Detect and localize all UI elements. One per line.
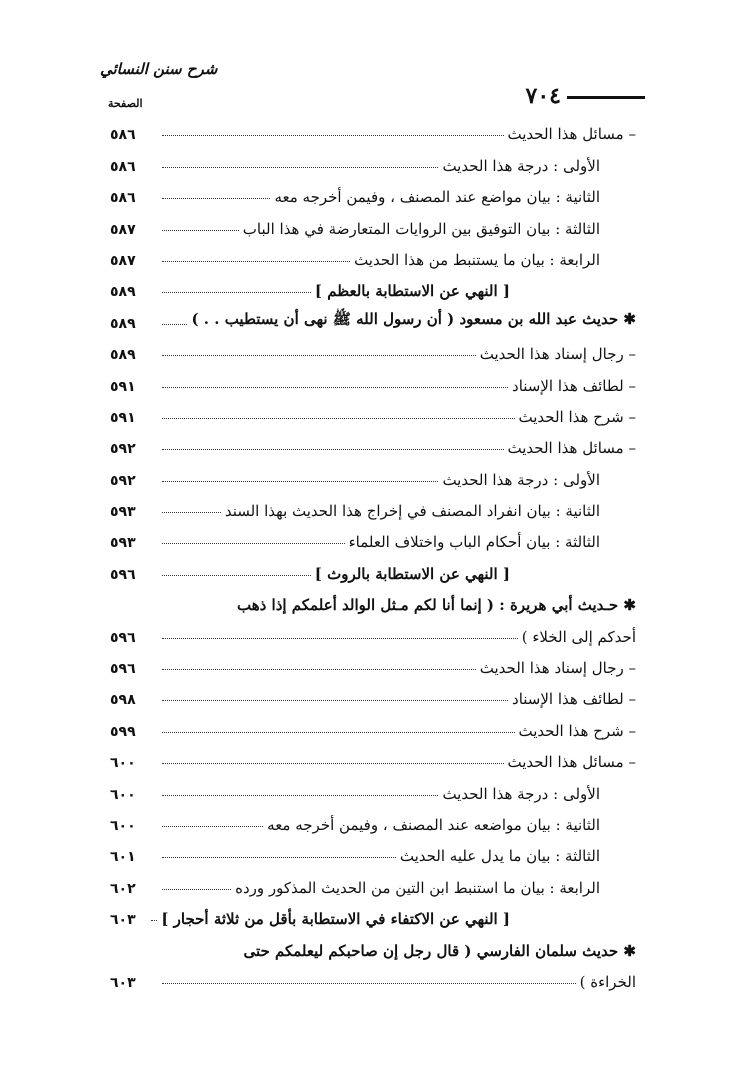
toc-entry-title: الثالثة : بيان التوفيق بين الروايات المتعارضة في هذا الباب (242, 219, 600, 238)
running-title: شرح سنن النسائي (100, 60, 218, 78)
toc-entry-page: ٥٨٦ (110, 158, 136, 175)
toc-entry (110, 395, 640, 426)
toc-entry-page: ٥٩١ (110, 409, 136, 426)
dot-leader (162, 167, 438, 168)
toc-entry (110, 803, 640, 834)
toc-entry-title: الثالثة : بيان أحكام الباب واختلاف العلماء (348, 533, 600, 552)
toc-entry (110, 269, 640, 300)
toc-entry-page: ٥٩٦ (110, 629, 136, 646)
dot-leader (162, 324, 187, 325)
dot-leader (162, 135, 504, 136)
toc-entry-page: ٥٨٩ (110, 347, 136, 364)
toc-entry (110, 238, 640, 269)
dot-leader (162, 983, 576, 984)
dot-leader (162, 700, 508, 701)
toc-entry-title: [ النهي عن الاستطابة بالعظم ] (314, 282, 510, 301)
toc-entry (110, 583, 640, 614)
toc-entry-page: ٥٨٧ (110, 221, 136, 238)
toc-entry (110, 928, 640, 959)
toc-entry-title: [ النهي عن الاكتفاء في الاستطابة بأقل من ثلاثة أحجار ] (161, 910, 510, 929)
toc-entry (110, 300, 640, 331)
dot-leader (162, 418, 515, 419)
toc-entry (110, 646, 640, 677)
toc-entry-title: الثانية : بيان مواضعه عند المصنف ، وفيمن أخرجه معه (267, 815, 600, 834)
toc-entry-title: – مسائل هذا الحديث (507, 439, 636, 458)
toc-entry (110, 865, 640, 896)
toc-entry (110, 143, 640, 174)
dot-leader (162, 638, 518, 639)
toc-entry-title: الثالثة : بيان ما يدل عليه الحديث (399, 847, 600, 866)
toc-entry-title: [ النهي عن الاستطابة بالروث ] (314, 564, 510, 583)
toc-entry (110, 426, 640, 457)
header-rule (567, 96, 645, 99)
toc-entry-title: الخراءة ) (579, 972, 636, 991)
dot-leader (162, 292, 311, 293)
toc-entry-title: الرابعة : بيان ما يستنبط من هذا الحديث (354, 250, 600, 269)
page-number-row (100, 83, 645, 107)
toc-entry (110, 457, 640, 488)
toc-entry-page: ٥٨٩ (110, 315, 136, 332)
toc-entry (110, 740, 640, 771)
toc-entry-title: أحدكم إلى الخلاء ) (521, 627, 636, 646)
toc-entry (110, 175, 640, 206)
toc-entry-title: ✱ حـديث أبي هريرة : ( إنما أنا لكم مـثل الوالد أعلمكم إذا ذهب (237, 596, 636, 615)
toc-entry (110, 897, 640, 928)
toc-entry-title: – رجال إسناد هذا الحديث (479, 659, 636, 678)
toc-entry-title: – شرح هذا الحديث (518, 721, 636, 740)
toc-entry-page: ٥٩١ (110, 378, 136, 395)
toc-entry-title: الأولى : درجة هذا الحديث (442, 470, 600, 489)
toc-entry-title: – مسائل هذا الحديث (507, 753, 636, 772)
toc-entry-page: ٥٩٨ (110, 692, 136, 709)
toc-entry-page: ٦٠١ (110, 849, 136, 866)
dot-leader (162, 512, 221, 513)
toc-entry-page: ٥٨٦ (110, 127, 136, 144)
toc-entry (110, 960, 640, 991)
dot-leader (162, 230, 239, 231)
dot-leader (162, 198, 270, 199)
dot-leader (162, 261, 350, 262)
toc-entry-page: ٦٠٠ (110, 817, 136, 834)
toc-entry-page: ٦٠٠ (110, 755, 136, 772)
toc-entry-title: الثانية : بيان مواضع عند المصنف ، وفيمن أخرجه معه (274, 188, 600, 207)
page-number: ٧٠٤ (525, 83, 561, 109)
toc-entry-page: ٥٩٩ (110, 723, 136, 740)
toc-entry (110, 771, 640, 802)
toc-entry-title: – رجال إسناد هذا الحديث (479, 345, 636, 364)
toc-entry-page: ٥٩٦ (110, 661, 136, 678)
dot-leader (162, 575, 311, 576)
toc-entry-title: ✱ حديث سلمان الفارسي ( قال رجل إن صاحبكم ليعلمكم حتى (243, 941, 636, 960)
toc-entry-page: ٥٨٧ (110, 252, 136, 269)
toc-entry-page: ٦٠٢ (110, 880, 136, 897)
table-of-contents (110, 112, 640, 991)
page-column-heading: الصفحة (108, 97, 143, 110)
toc-entry (110, 206, 640, 237)
toc-entry-page: ٥٨٩ (110, 284, 136, 301)
toc-entry-page: ٦٠٣ (110, 974, 136, 991)
toc-entry (110, 677, 640, 708)
toc-entry-page: ٥٨٦ (110, 190, 136, 207)
toc-entry-title: – لطائف هذا الإسناد (512, 690, 636, 709)
toc-entry-title: – شرح هذا الحديث (518, 407, 636, 426)
toc-entry (110, 363, 640, 394)
toc-entry (110, 834, 640, 865)
dot-leader (162, 669, 476, 670)
toc-entry-title: الأولى : درجة هذا الحديث (442, 784, 600, 803)
dot-leader (162, 449, 504, 450)
toc-entry-title: – مسائل هذا الحديث (507, 125, 636, 144)
toc-entry-page: ٥٩٣ (110, 535, 136, 552)
toc-entry (110, 614, 640, 645)
toc-entry-page: ٥٩٢ (110, 441, 136, 458)
dot-leader (162, 795, 438, 796)
toc-entry-title: ✱ حديث عبد الله بن مسعود ( أن رسول الله ﷺ نهى أن يستطيب . . ) (191, 309, 636, 328)
dot-leader (162, 543, 345, 544)
dot-leader (162, 857, 396, 858)
toc-entry-title: الأولى : درجة هذا الحديث (442, 156, 600, 175)
toc-entry-title: – لطائف هذا الإسناد (512, 376, 636, 395)
toc-entry-page: ٥٩٢ (110, 472, 136, 489)
dot-leader (162, 732, 515, 733)
dot-leader (162, 481, 438, 482)
toc-entry (110, 332, 640, 363)
toc-entry-page: ٥٩٦ (110, 566, 136, 583)
toc-entry (110, 708, 640, 739)
dot-leader (162, 387, 508, 388)
toc-entry (110, 520, 640, 551)
toc-entry-page: ٥٩٣ (110, 504, 136, 521)
toc-entry (110, 112, 640, 143)
dot-leader (162, 826, 263, 827)
toc-entry (110, 489, 640, 520)
dot-leader (162, 355, 476, 356)
toc-entry (110, 551, 640, 582)
toc-entry-title: الثانية : بيان انفراد المصنف في إخراج هذا الحديث بهذا السند (224, 502, 600, 521)
toc-entry-title: الرابعة : بيان ما استنبط ابن التين من الحديث المذكور ورده (235, 878, 600, 897)
toc-entry-page: ٦٠٣ (110, 912, 136, 929)
toc-entry-page: ٦٠٠ (110, 786, 136, 803)
dot-leader (162, 889, 231, 890)
dot-leader (162, 763, 504, 764)
